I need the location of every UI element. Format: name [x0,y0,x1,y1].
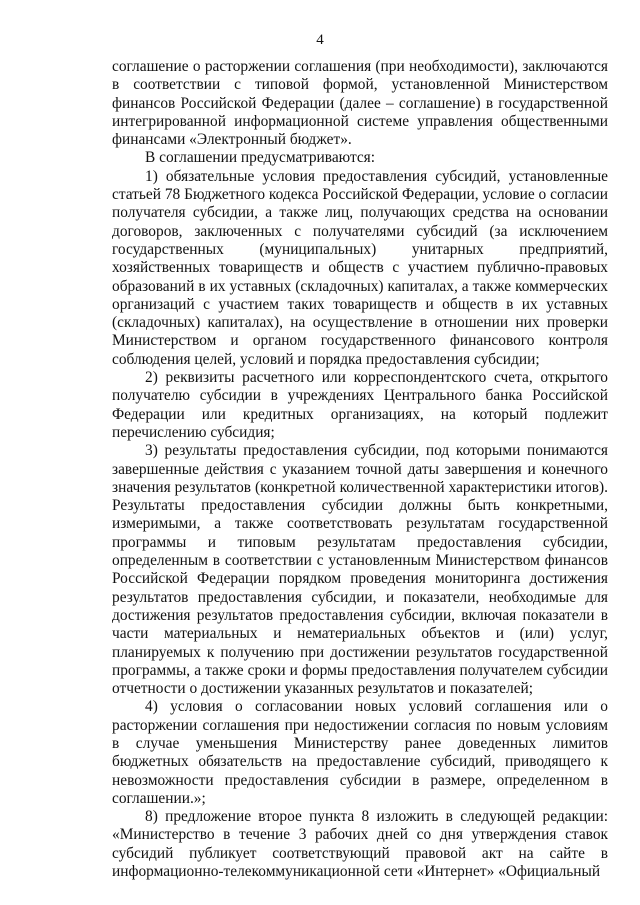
paragraph-item-3: 3) результаты предоставления субсидии, под которыми понимаются завершенные действия с указанием точной даты завершения и конечного значения результатов (конкретной количественной характеристики итогов). Результаты предоставления субсидии должны быть конкретными, измеримыми, а также соответствовать результатам государственной программы и типовым результатам предоставления субсидии, определенным в соответствии с установленным Министерством финансов Российской Федерации порядком проведения мониторинга достижения результатов предоставления субсидии, и показатели, необходимые для достижения результатов предоставления субсидии, включая показатели в части материальных и нематериальных объектов и (или) услуг, планируемых к получению при достижении результатов государственной программы, а также сроки и формы предоставления получателем субсидии отчетности о достижении указанных результатов и показателей; [112,442,608,698]
paragraph-item-1: 1) обязательные условия предоставления субсидий, установленные статьей 78 Бюджетного кодекса Российской Федерации, условие о согласии получателя субсидии, а также лиц, получающих средства на основании договоров, заключенных с получателями субсидий (за исключением государственных (муниципальных) унитарных предприятий, хозяйственных товариществ и обществ с участием публично-правовых образований в их уставных (складочных) капиталах, а также коммерческих организаций с участием таких товариществ и обществ в их уставных (складочных) капиталах), на осуществление в отношении них проверки Министерством и органом государственного финансового контроля соблюдения целей, условий и порядка предоставления субсидии; [112,167,608,368]
paragraph-intro: В соглашении предусматриваются: [145,149,376,167]
page-number: 4 [316,32,324,48]
paragraph-continuation: соглашение о расторжении соглашения (при необходимости), заключаются в соответствии с типовой формой, установленной Министерством финансов Российской Федерации (далее – соглашение) в государственной интегрированной информационной системе управления общественными финансами «Электронный бюджет». [112,58,608,149]
document-body [112,58,608,881]
paragraph-item-4: 4) условия о согласовании новых условий соглашения или о расторжении соглашения при недостижении согласия по новым условиям в случае уменьшения Министерству ранее доведенных лимитов бюджетных обязательств на предоставление субсидий, приводящего к невозможности предоставления субсидии в размере, определенном в соглашении.»; [112,698,608,807]
paragraph-item-8: 8) предложение второе пункта 8 изложить в следующей редакции: «Министерство в течение 3 рабочих дней со дня утверждения ставок субсидий публикует соответствующий правовой акт на сайте в информационно-телекоммуникационной сети «Интернет» «Официальный [112,808,608,881]
paragraph-item-2: 2) реквизиты расчетного или корреспондентского счета, открытого получателю субсидии в учреждениях Центрального банка Российской Федерации или кредитных организациях, на который подлежит перечислению субсидия; [112,369,608,441]
